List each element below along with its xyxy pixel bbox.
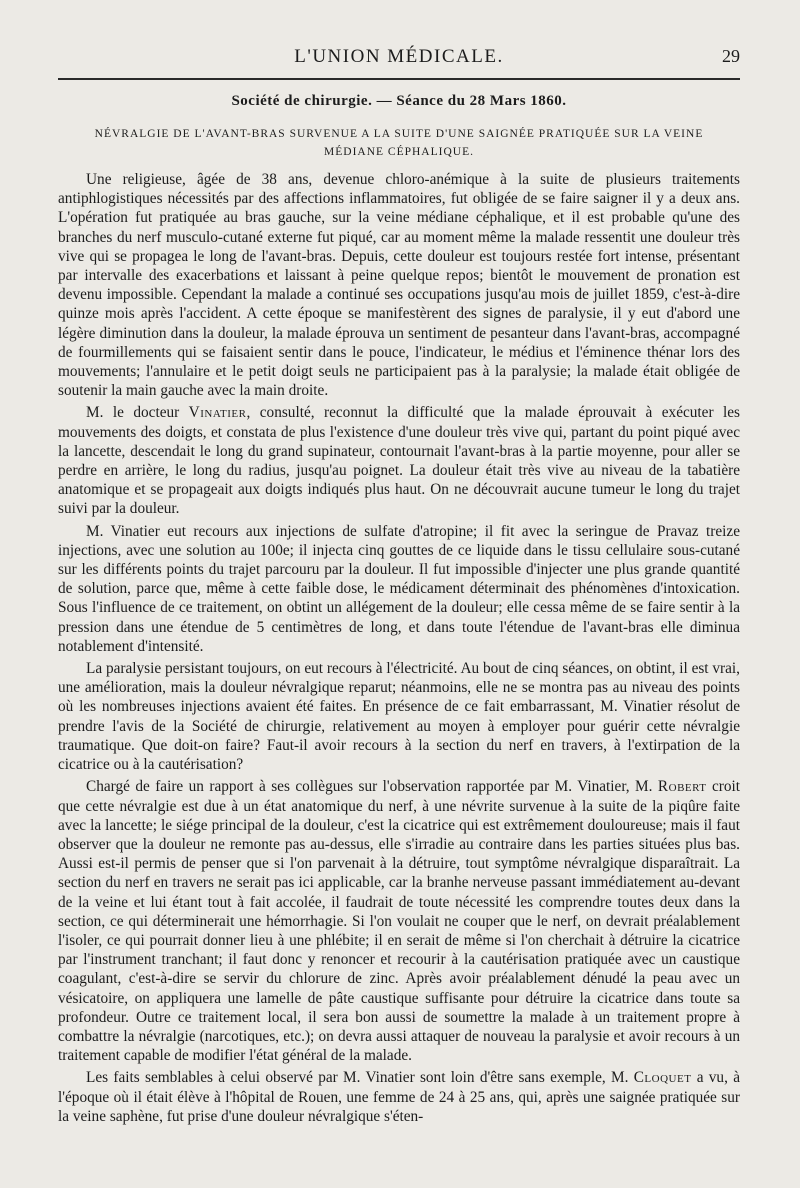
paragraph-1: Une religieuse, âgée de 38 ans, devenue chloro-anémique à la suite de plusieurs traitements antiphlogistiques nécessités par des affections inflammatoires, fut obligée de se faire saigner il y a deux ans. L'opération fut pratiquée au bras gauche, sur la veine médiane céphalique, et il est probable qu'une des branches du nerf musculo-cutané externe fut piqué, car au moment même la malade ressentit une douleur très vive qui se propagea le long de l'avant-bras. Depuis, cette douleur est toujours restée fort intense, présentant par intervalle des exacerbations et laissant à peine quelque repos; bientôt le mouvement de pronation est devenu impossible. Cependant la malade a continué ses occupations jusqu'au mois de juillet 1859, c'est-à-dire quinze mois après l'accident. A cette époque se manifestèrent des signes de paralysie, il y eut d'abord une légère diminution dans la douleur, la malade éprouva un sentiment de pesanteur dans l'avant-bras, accompagné de fourmillements qui se faisaient sentir dans le pouce, l'indicateur, le médius et l'éminence thénar lors des mouvements; l'annulaire et le petit doigt seuls ne participaient pas à la paralysie; la malade était obligée de soutenir la main gauche avec la main droite. (58, 171, 740, 400)
paragraph-2 (58, 403, 740, 518)
author-name-robert: Robert (657, 778, 707, 796)
article-title-line-2: MÉDIANE CÉPHALIQUE. (324, 146, 474, 158)
article-title-line-1: NÉVRALGIE DE L'AVANT-BRAS SURVENUE A LA SUITE D'UNE SAIGNÉE PRATIQUÉE SUR LA VEINE (94, 128, 704, 140)
author-name-cloquet: Cloquet (633, 1069, 692, 1087)
paragraph-5 (58, 777, 740, 1065)
paragraph-4: La paralysie persistant toujours, on eut recours à l'électricité. Au bout de cinq séances, on obtint, il est vrai, une amélioration, mais la douleur névralgique reparut; néanmoins, elle ne se montra pas au niveau des points où les nombreuses injections avaient été faites. En présence de ce fait embarrassant, M. Vinatier résolut de prendre l'avis de la Société de chirurgie, relativement au moyen à employer pour guérir cette névralgie traumatique. Que doit-on faire? Faut-il avoir recours à la section du nerf en travers, à l'extirpation de la cicatrice ou à la cautérisation? (58, 660, 740, 774)
paragraph-6-prefix: Les faits semblables à celui observé par M. Vinatier sont loin d'être sans exemple, M. (86, 1069, 634, 1087)
page-number: 29 (722, 46, 740, 66)
paragraph-5-text: croit que cette névralgie est due à un état anatomique du nerf, à une névrite survenue à la suite de la piqûre faite avec la lancette; le siége principal de la douleur, c'est la cicatrice qui est extrêmement douloureuse; mais il faut observer que la douleur ne remonte pas au-dessus, elle s'irradie au contraire dans les parties situées plus bas. Aussi est-il permis de penser que si l'on parvenait à la détruire, tout symptôme névralgique disparaîtrait. La section du nerf en travers ne serait pas ici applicable, car la branhe nerveuse passant immédiatement au-devant de la veine et lui étant tout à fait accolée, il faudrait de toute nécessité les comprendre toutes deux dans la section, ce qui déterminerait une hémorrhagie. Si l'on voulait ne couper que le nerf, on devrait préalablement l'isoler, ce qui pourrait donner lieu à une phlébite; il en serait de même si l'on cherchait à détruire la cicatrice par l'instrument tranchant; il faut donc y renoncer et recourir à la cautérisation pratiquée avec un caustique coagulant, c'est-à-dire se servir du chlorure de zinc. Après avoir préalablement dénudé la peau avec un vésicatoire, on appliquera une lamelle de pâte caustique suffisante pour détruire la cicatrice dans toute sa profondeur. Outre ce traitement local, il sera bon aussi de soumettre la malade à un traitement propre à combattre la névralgie (narcotiques, etc.); on devra aussi attaquer de nouveau la paralysie et avoir recours à un traitement capable de modifier l'état général de la malade. (58, 778, 740, 1065)
paragraph-3: M. Vinatier eut recours aux injections de sulfate d'atropine; il fit avec la seringue de Pravaz treize injections, avec une solution au 100e; il injecta cinq gouttes de ce liquide dans le tissu cellulaire sous-cutané sur les différents points du trajet parcouru par la douleur. Il fut impossible d'injecter une plus grande quantité de solution, parce que, même à cette faible dose, le médicament déterminait des phénomènes d'intoxication. Sous l'influence de ce traitement, on obtint un allégement de la douleur; elle cessa même de se faire sentir à la pression dans une étendue de 5 centimètres de long, et dans toute l'étendue de l'avant-bras elle diminua notablement d'intensité. (58, 522, 740, 655)
paragraph-5-prefix: Chargé de faire un rapport à ses collègues sur l'observation rapportée par M. Vinatier, M. (86, 778, 658, 796)
paragraph-2-text: , consulté, reconnut la difficulté que la malade éprouvait à exécuter les mouvements des doigts, et constata de plus l'existence d'une douleur très vive qui, partant du point piqué avec la lancette, descendait le long du grand supinateur, contournait l'avant-bras à la partie moyenne, pour aller se perdre en arrière, le long du radius, jusqu'au poignet. La douleur était très vive au niveau de la tabatière anatomique et se propageait aux doigts indiqués plus haut. On ne découvrait aucune tumeur le long du trajet suivi par la douleur. (58, 404, 740, 518)
journal-title: L'UNION MÉDICALE. (294, 46, 504, 67)
paragraph-6 (58, 1068, 740, 1126)
author-name-vinatier: Vinatier (188, 404, 247, 422)
running-head (58, 46, 740, 76)
article-title (58, 125, 740, 161)
header-rule (58, 78, 740, 80)
paragraph-2-prefix: M. le docteur (86, 404, 189, 422)
section-heading: Société de chirurgie. — Séance du 28 Mars 1860. (231, 93, 567, 109)
article-body (58, 170, 740, 1129)
paragraph-6-text: a vu, à l'époque où il était élève à l'hôpital de Rouen, une femme de 24 à 25 ans, qui, après une saignée pratiquée sur la veine saphène, fut prise d'une douleur névralgique s'éten- (58, 1069, 740, 1125)
